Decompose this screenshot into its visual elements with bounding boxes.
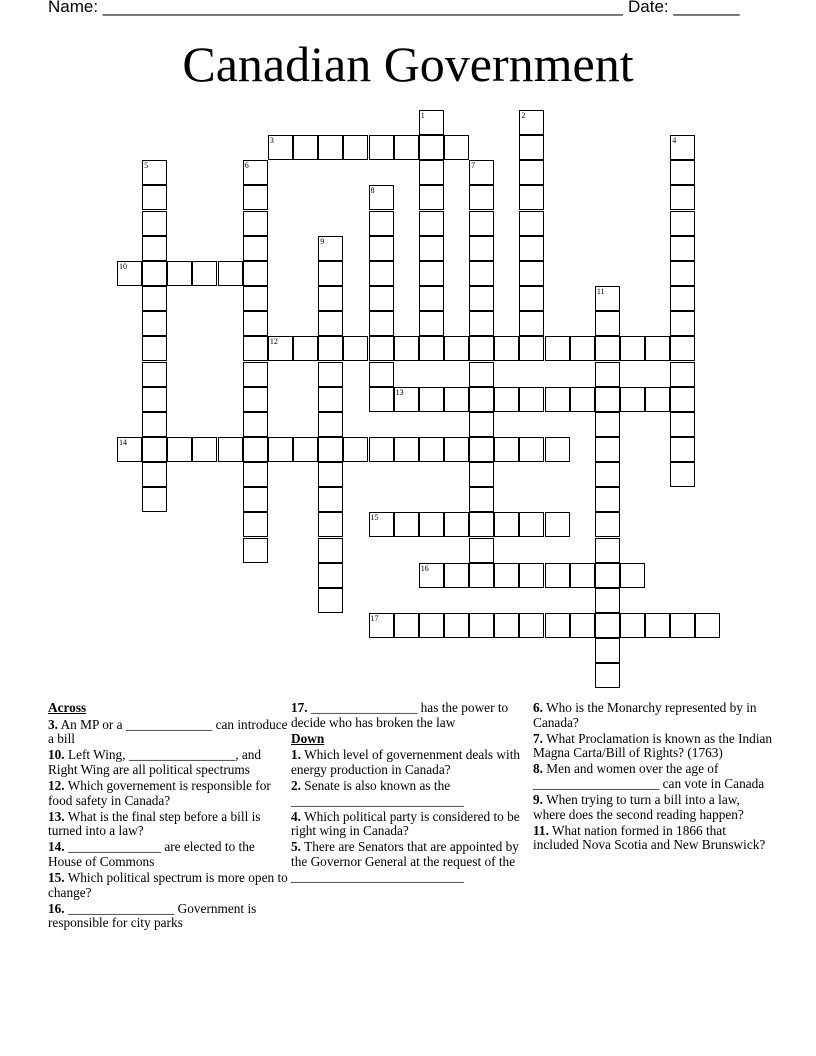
- crossword-cell[interactable]: [394, 336, 419, 361]
- crossword-cell[interactable]: [444, 387, 469, 412]
- crossword-cell[interactable]: [394, 387, 419, 412]
- crossword-cell[interactable]: [293, 135, 318, 160]
- crossword-cell[interactable]: [268, 336, 293, 361]
- clue-number: 8: [370, 186, 375, 196]
- crossword-cell[interactable]: [620, 613, 645, 638]
- crossword-cell[interactable]: [218, 261, 243, 286]
- crossword-cell[interactable]: [519, 387, 544, 412]
- clues-column-1: [48, 701, 288, 932]
- crossword-cell[interactable]: [595, 613, 620, 638]
- clue-number-label: 6.: [533, 700, 543, 715]
- clue-text: ______________ are elected to the House of Commons: [48, 839, 255, 869]
- crossword-cell[interactable]: [545, 387, 570, 412]
- clue-number: 6: [244, 161, 249, 171]
- crossword-cell[interactable]: [670, 336, 695, 361]
- crossword-cell[interactable]: [318, 336, 343, 361]
- crossword-cell[interactable]: [419, 236, 444, 261]
- crossword-cell[interactable]: [419, 512, 444, 537]
- crossword-cell[interactable]: [519, 211, 544, 236]
- crossword-cell[interactable]: [670, 286, 695, 311]
- crossword-cell[interactable]: [444, 512, 469, 537]
- across-clue-list-continued: [291, 701, 531, 730]
- clue-item: [48, 840, 288, 869]
- crossword-cell[interactable]: [117, 261, 142, 286]
- clue-number: 10: [119, 261, 127, 271]
- crossword-cell[interactable]: [218, 437, 243, 462]
- crossword-cell[interactable]: [519, 311, 544, 336]
- clue-number: 13: [395, 387, 404, 397]
- crossword-cell[interactable]: [142, 462, 167, 487]
- clue-number-label: 7.: [533, 730, 543, 746]
- crossword-cell[interactable]: [545, 613, 570, 638]
- crossword-cell[interactable]: [243, 211, 268, 236]
- clue-number: 5: [144, 161, 149, 171]
- crossword-cell[interactable]: [369, 437, 394, 462]
- crossword-cell[interactable]: [142, 412, 167, 437]
- crossword-cell[interactable]: [519, 613, 544, 638]
- crossword-cell[interactable]: [243, 336, 268, 361]
- crossword-cell[interactable]: [570, 387, 595, 412]
- clue-item: [48, 748, 288, 777]
- crossword-cell[interactable]: [343, 336, 368, 361]
- crossword-cell[interactable]: [142, 336, 167, 361]
- crossword-cell[interactable]: [318, 437, 343, 462]
- crossword-cell[interactable]: [595, 362, 620, 387]
- clue-text: Which political party is considered to be right wing in Canada?: [291, 808, 520, 839]
- crossword-cell[interactable]: [620, 336, 645, 361]
- clue-text: Left Wing, ________________, and Right Wing are all political spectrums: [48, 747, 262, 777]
- crossword-cell[interactable]: [595, 663, 620, 688]
- clue-number-label: 11.: [533, 822, 549, 838]
- clue-number: 9: [320, 236, 325, 246]
- crossword-cell[interactable]: [570, 336, 595, 361]
- clue-item: [291, 701, 531, 730]
- clue-text: ________________ has the power to decide who has broken the law: [291, 700, 509, 730]
- crossword-cell[interactable]: [670, 437, 695, 462]
- crossword-cell[interactable]: [519, 437, 544, 462]
- clue-item: [533, 732, 773, 761]
- crossword-cell[interactable]: [545, 563, 570, 588]
- crossword-cell[interactable]: [318, 362, 343, 387]
- clue-number-label: 4.: [291, 808, 301, 824]
- crossword-cell[interactable]: [369, 261, 394, 286]
- crossword-cell[interactable]: [243, 261, 268, 286]
- clue-item: [48, 871, 288, 900]
- clue-number-label: 9.: [533, 792, 543, 808]
- crossword-cell[interactable]: [419, 185, 444, 210]
- crossword-cell[interactable]: [519, 563, 544, 588]
- crossword-cell[interactable]: [394, 437, 419, 462]
- crossword-cell[interactable]: [318, 412, 343, 437]
- crossword-cell[interactable]: [369, 512, 394, 537]
- clue-number: 7: [471, 161, 476, 171]
- name-field-label[interactable]: Name: _______________________________________________________: [48, 0, 623, 16]
- clue-text: Which political spectrum is more open to change?: [48, 870, 288, 900]
- crossword-cell[interactable]: [369, 286, 394, 311]
- crossword-cell[interactable]: [318, 538, 343, 563]
- clue-text: What Proclamation is known as the Indian Magna Carta/Bill of Rights? (1763): [533, 730, 773, 761]
- clue-text: Which level of governenment deals with energy production in Canada?: [291, 747, 521, 777]
- crossword-cell[interactable]: [469, 236, 494, 261]
- crossword-cell[interactable]: [369, 185, 394, 210]
- crossword-cell[interactable]: [595, 387, 620, 412]
- crossword-cell[interactable]: [444, 135, 469, 160]
- crossword-cell[interactable]: [469, 362, 494, 387]
- crossword-cell[interactable]: [670, 387, 695, 412]
- crossword-cell[interactable]: [545, 437, 570, 462]
- crossword-cell[interactable]: [419, 286, 444, 311]
- crossword-cell[interactable]: [469, 211, 494, 236]
- crossword-cell[interactable]: [142, 211, 167, 236]
- crossword-cell[interactable]: [444, 437, 469, 462]
- crossword-cell[interactable]: [419, 311, 444, 336]
- crossword-cell[interactable]: [595, 538, 620, 563]
- clue-text: Men and women over the age of ___________________ can vote in Canada: [533, 761, 765, 791]
- crossword-cell[interactable]: [519, 286, 544, 311]
- clue-number: 11: [596, 287, 605, 297]
- crossword-cell[interactable]: [519, 236, 544, 261]
- crossword-cell[interactable]: [469, 437, 494, 462]
- down-clue-list-continued: [533, 701, 773, 853]
- crossword-cell[interactable]: [620, 387, 645, 412]
- crossword-cell[interactable]: [670, 236, 695, 261]
- crossword-cell[interactable]: [318, 588, 343, 613]
- crossword-cell[interactable]: [419, 437, 444, 462]
- crossword-cell[interactable]: [670, 185, 695, 210]
- crossword-cell[interactable]: [670, 362, 695, 387]
- clues-column-2: [291, 701, 531, 886]
- crossword-cell[interactable]: [494, 336, 519, 361]
- crossword-cell[interactable]: [318, 286, 343, 311]
- clue-item: [533, 824, 773, 853]
- clue-number-label: 8.: [533, 761, 543, 777]
- crossword-cell[interactable]: [469, 311, 494, 336]
- clue-item: [48, 902, 288, 931]
- crossword-cell[interactable]: [142, 362, 167, 387]
- crossword-cell[interactable]: [369, 387, 394, 412]
- crossword-cell[interactable]: [167, 261, 192, 286]
- crossword-cell[interactable]: [469, 387, 494, 412]
- clue-item: [48, 779, 288, 808]
- crossword-cell[interactable]: [545, 512, 570, 537]
- clue-text: Who is the Monarchy represented by in Canada?: [533, 700, 757, 730]
- crossword-cell[interactable]: [243, 437, 268, 462]
- crossword-cell[interactable]: [469, 563, 494, 588]
- down-clue-list: [291, 748, 531, 884]
- clue-text: ________________ Government is responsible for city parks: [48, 900, 257, 931]
- crossword-cell[interactable]: [595, 512, 620, 537]
- clues-column-3: [533, 701, 773, 854]
- across-clue-list: [48, 718, 288, 931]
- crossword-cell[interactable]: [670, 311, 695, 336]
- crossword-cell[interactable]: [419, 110, 444, 135]
- crossword-cell[interactable]: [494, 387, 519, 412]
- clue-item: [291, 779, 531, 808]
- crossword-cell[interactable]: [318, 512, 343, 537]
- crossword-cell[interactable]: [645, 387, 670, 412]
- clue-item: [533, 793, 773, 822]
- crossword-cell[interactable]: [369, 613, 394, 638]
- crossword-cell[interactable]: [142, 236, 167, 261]
- crossword-cell[interactable]: [117, 437, 142, 462]
- crossword-cell[interactable]: [595, 563, 620, 588]
- crossword-cell[interactable]: [192, 437, 217, 462]
- crossword-cell[interactable]: [519, 512, 544, 537]
- crossword-cell[interactable]: [419, 160, 444, 185]
- clue-item: [291, 748, 531, 777]
- across-heading: Across: [48, 700, 87, 715]
- clue-text: When trying to turn a bill into a law, where does the second reading happen?: [533, 792, 744, 822]
- crossword-cell[interactable]: [318, 387, 343, 412]
- crossword-cell[interactable]: [494, 563, 519, 588]
- crossword-cell[interactable]: [142, 160, 167, 185]
- clue-number-label: 15.: [48, 870, 65, 886]
- crossword-cell[interactable]: [318, 261, 343, 286]
- crossword-cell[interactable]: [243, 362, 268, 387]
- crossword-cell[interactable]: [243, 512, 268, 537]
- clue-item: [48, 718, 288, 747]
- clue-text: What is the final step before a bill is turned into a law?: [48, 808, 261, 839]
- clue-number: 16: [420, 563, 429, 573]
- crossword-cell[interactable]: [343, 135, 368, 160]
- crossword-cell[interactable]: [369, 311, 394, 336]
- crossword-cell[interactable]: [469, 512, 494, 537]
- crossword-cell[interactable]: [469, 613, 494, 638]
- crossword-cell[interactable]: [444, 613, 469, 638]
- crossword-cell[interactable]: [469, 261, 494, 286]
- crossword-cell[interactable]: [469, 336, 494, 361]
- crossword-cell[interactable]: [494, 613, 519, 638]
- crossword-cell[interactable]: [595, 462, 620, 487]
- page-title: Canadian Government: [182, 36, 634, 92]
- crossword-cell[interactable]: [469, 286, 494, 311]
- crossword-cell[interactable]: [243, 538, 268, 563]
- crossword-cell[interactable]: [595, 412, 620, 437]
- crossword-cell[interactable]: [394, 512, 419, 537]
- clue-item: [291, 840, 531, 884]
- clue-number: 3: [269, 136, 274, 146]
- clue-item: [48, 810, 288, 839]
- crossword-cell[interactable]: [142, 261, 167, 286]
- clue-item: [533, 701, 773, 730]
- clue-number: 14: [119, 437, 127, 447]
- crossword-cell[interactable]: [318, 236, 343, 261]
- crossword-cell[interactable]: [192, 261, 217, 286]
- crossword-cell[interactable]: [142, 487, 167, 512]
- crossword-cell[interactable]: [142, 286, 167, 311]
- clue-number: 1: [420, 111, 425, 120]
- crossword-cell[interactable]: [243, 487, 268, 512]
- crossword-cell[interactable]: [444, 336, 469, 361]
- crossword-cell[interactable]: [519, 135, 544, 160]
- crossword-cell[interactable]: [343, 437, 368, 462]
- crossword-cell[interactable]: [670, 160, 695, 185]
- crossword-cell[interactable]: [545, 336, 570, 361]
- crossword-cell[interactable]: [243, 286, 268, 311]
- crossword-cell[interactable]: [243, 160, 268, 185]
- clue-text: An MP or a _____________ can introduce a bill: [48, 716, 288, 747]
- clue-text: There are Senators that are appointed by the Governor General at the request of the __________________________: [291, 839, 519, 884]
- clue-number-label: 3.: [48, 716, 58, 732]
- crossword-cell[interactable]: [645, 336, 670, 361]
- crossword-cell[interactable]: [595, 437, 620, 462]
- crossword-cell[interactable]: [293, 336, 318, 361]
- crossword-cell[interactable]: [369, 336, 394, 361]
- crossword-cell[interactable]: [369, 236, 394, 261]
- crossword-cell[interactable]: [419, 211, 444, 236]
- crossword-cell[interactable]: [369, 135, 394, 160]
- crossword-cell[interactable]: [595, 286, 620, 311]
- crossword-cell[interactable]: [595, 311, 620, 336]
- crossword-cell[interactable]: [243, 185, 268, 210]
- crossword-cell[interactable]: [670, 261, 695, 286]
- crossword-cell[interactable]: [142, 185, 167, 210]
- crossword-cell[interactable]: [469, 412, 494, 437]
- crossword-cell[interactable]: [419, 613, 444, 638]
- crossword-cell[interactable]: [243, 311, 268, 336]
- crossword-cell[interactable]: [142, 387, 167, 412]
- crossword-cell[interactable]: [670, 135, 695, 160]
- crossword-cell[interactable]: [670, 462, 695, 487]
- crossword-cell[interactable]: [419, 261, 444, 286]
- clue-number-label: 13.: [48, 808, 65, 824]
- crossword-cell[interactable]: [695, 613, 720, 638]
- crossword-cell[interactable]: [519, 160, 544, 185]
- crossword-cell[interactable]: [243, 412, 268, 437]
- clue-item: [291, 810, 531, 839]
- crossword-cell[interactable]: [494, 512, 519, 537]
- crossword-cell[interactable]: [318, 563, 343, 588]
- crossword-cell[interactable]: [469, 487, 494, 512]
- clue-number: 17: [370, 614, 379, 623]
- crossword-cell[interactable]: [167, 437, 192, 462]
- crossword-cell[interactable]: [469, 185, 494, 210]
- crossword-cell[interactable]: [369, 211, 394, 236]
- crossword-cell[interactable]: [419, 387, 444, 412]
- clue-text: What nation formed in 1866 that included Nova Scotia and New Brunswick?: [533, 822, 766, 853]
- down-heading: Down: [291, 730, 325, 746]
- crossword-cell[interactable]: [243, 387, 268, 412]
- crossword-cell[interactable]: [142, 437, 167, 462]
- crossword-cell[interactable]: [318, 135, 343, 160]
- crossword-cell[interactable]: [268, 437, 293, 462]
- clue-number: 12: [269, 337, 278, 347]
- crossword-cell[interactable]: [369, 362, 394, 387]
- clue-number-label: 1.: [291, 747, 301, 763]
- crossword-cell[interactable]: [469, 160, 494, 185]
- crossword-cell[interactable]: [419, 135, 444, 160]
- crossword-cell[interactable]: [519, 336, 544, 361]
- crossword-cell[interactable]: [419, 336, 444, 361]
- clue-text: Senate is also known as the __________________________: [291, 777, 464, 808]
- clue-number-label: 5.: [291, 839, 301, 855]
- crossword-cell[interactable]: [469, 538, 494, 563]
- crossword-cell[interactable]: [595, 487, 620, 512]
- crossword-cell[interactable]: [595, 336, 620, 361]
- crossword-cell[interactable]: [519, 110, 544, 135]
- crossword-cell[interactable]: [519, 185, 544, 210]
- crossword-cell[interactable]: [243, 236, 268, 261]
- crossword-cell[interactable]: [570, 563, 595, 588]
- crossword-cell[interactable]: [670, 412, 695, 437]
- crossword-cell[interactable]: [142, 311, 167, 336]
- clue-number-label: 12.: [48, 777, 65, 793]
- crossword-cell[interactable]: [243, 462, 268, 487]
- clue-number: 4: [672, 136, 677, 146]
- crossword-cell[interactable]: [595, 638, 620, 663]
- clue-number-label: 17.: [291, 700, 308, 715]
- crossword-cell[interactable]: [318, 462, 343, 487]
- crossword-cell[interactable]: [620, 563, 645, 588]
- clue-item: [533, 762, 773, 791]
- date-field-label[interactable]: Date: _______: [628, 0, 740, 16]
- crossword-cell[interactable]: [268, 135, 293, 160]
- crossword-cell[interactable]: [444, 563, 469, 588]
- crossword-cell[interactable]: [645, 613, 670, 638]
- clue-number: 15: [370, 513, 379, 523]
- crossword-cell[interactable]: [469, 462, 494, 487]
- crossword-cell[interactable]: [494, 437, 519, 462]
- crossword-cell[interactable]: [394, 613, 419, 638]
- crossword-cell[interactable]: [670, 211, 695, 236]
- crossword-cell[interactable]: [318, 311, 343, 336]
- crossword-cell[interactable]: [293, 437, 318, 462]
- crossword-cell[interactable]: [394, 135, 419, 160]
- crossword-cell[interactable]: [570, 613, 595, 638]
- crossword-cell[interactable]: [318, 487, 343, 512]
- clue-number-label: 16.: [48, 900, 65, 916]
- clue-text: Which governement is responsible for food safety in Canada?: [48, 777, 271, 808]
- clue-number-label: 14.: [48, 839, 65, 855]
- clue-number-label: 2.: [291, 777, 301, 793]
- clue-number: 2: [521, 111, 526, 120]
- crossword-cell[interactable]: [670, 613, 695, 638]
- crossword-cell[interactable]: [595, 588, 620, 613]
- clue-number-label: 10.: [48, 747, 65, 763]
- crossword-cell[interactable]: [519, 261, 544, 286]
- crossword-cell[interactable]: [419, 563, 444, 588]
